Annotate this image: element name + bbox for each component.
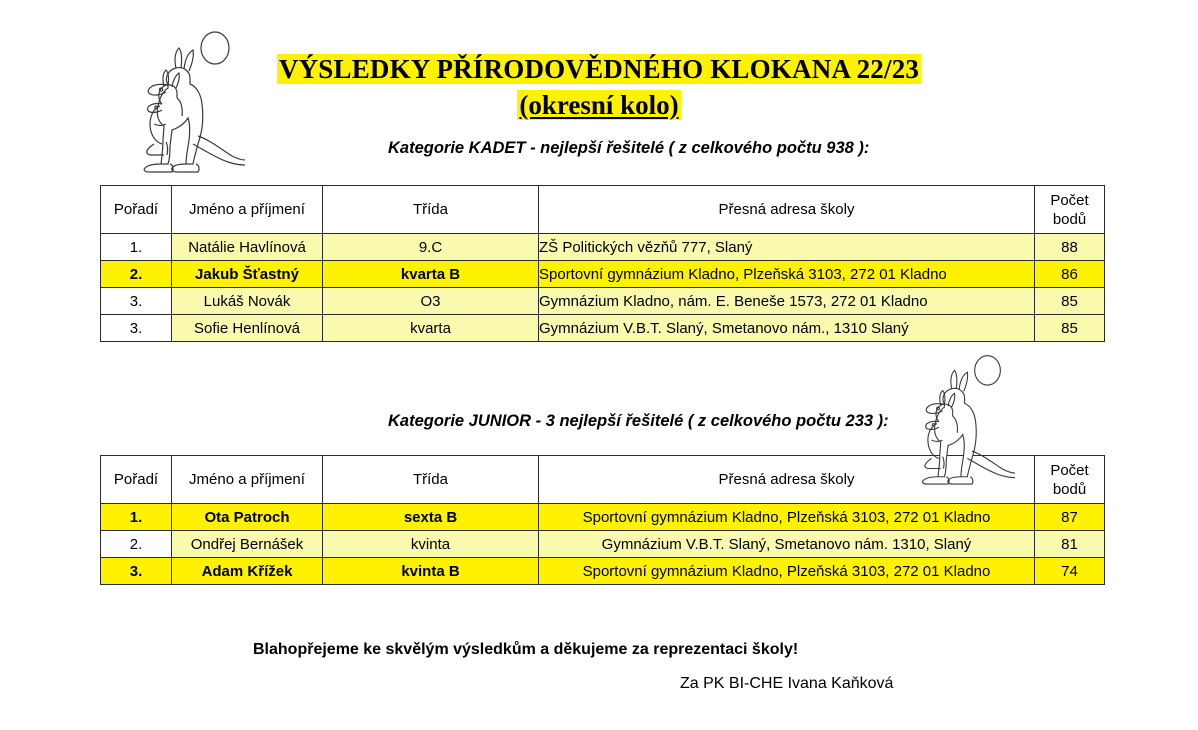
title-line-2 (0, 88, 1198, 122)
kangaroo-illustration (124, 28, 246, 173)
table-row (101, 558, 1105, 585)
cell-rank: 2. (101, 531, 172, 558)
cell-rank: 3. (101, 558, 172, 585)
cell-points: 86 (1035, 261, 1105, 288)
cell-class: kvarta (323, 315, 539, 342)
cell-points: 88 (1035, 234, 1105, 261)
cell-class: kvinta B (323, 558, 539, 585)
cell-name: Jakub Šťastný (172, 261, 323, 288)
footer-signature: Za PK BI-CHE Ivana Kaňková (680, 675, 894, 692)
cell-points: 85 (1035, 315, 1105, 342)
points-header-line-2: bodů (1052, 210, 1087, 228)
table-row (101, 504, 1105, 531)
cell-address: ZŠ Politických vězňů 777, Slaný (539, 234, 1035, 261)
cell-points: 74 (1035, 558, 1105, 585)
column-header-class: Třída (323, 456, 539, 504)
results-table-junior (100, 455, 1105, 585)
column-header-rank: Pořadí (101, 186, 172, 234)
title-line-2-text: (okresní kolo) (519, 90, 679, 120)
points-header-line-1: Počet (1050, 461, 1089, 479)
cell-points: 81 (1035, 531, 1105, 558)
cell-address: Gymnázium V.B.T. Slaný, Smetanovo nám. 1310, Slaný (539, 531, 1035, 558)
section-caption-kadet: Kategorie KADET - nejlepší řešitelé ( z celkového počtu 938 ): (388, 139, 870, 157)
column-header-rank: Pořadí (101, 456, 172, 504)
table-header-row (101, 186, 1105, 234)
cell-rank: 2. (101, 261, 172, 288)
cell-name: Adam Křížek (172, 558, 323, 585)
cell-class: kvarta B (323, 261, 539, 288)
ball-shape (975, 356, 1001, 385)
table-row (101, 531, 1105, 558)
column-header-points (1035, 456, 1105, 504)
cell-rank: 1. (101, 504, 172, 531)
cell-address: Gymnázium V.B.T. Slaný, Smetanovo nám., 1310 Slaný (539, 315, 1035, 342)
cell-rank: 3. (101, 288, 172, 315)
footer-congratulations: Blahopřejeme ke skvělým výsledkům a děkujeme za reprezentaci školy! (253, 641, 799, 658)
cell-rank: 1. (101, 234, 172, 261)
cell-name: Natálie Havlínová (172, 234, 323, 261)
page-title (0, 52, 1198, 122)
cell-address: Sportovní gymnázium Kladno, Plzeňská 3103, 272 01 Kladno (539, 261, 1035, 288)
cell-class: sexta B (323, 504, 539, 531)
title-line-1 (277, 52, 921, 86)
cell-name: Ota Patroch (172, 504, 323, 531)
cell-address: Gymnázium Kladno, nám. E. Beneše 1573, 272 01 Kladno (539, 288, 1035, 315)
column-header-address: Přesná adresa školy (539, 456, 1035, 504)
points-header-line-1: Počet (1050, 191, 1089, 209)
cell-name: Lukáš Novák (172, 288, 323, 315)
table-row (101, 261, 1105, 288)
cell-address: Sportovní gymnázium Kladno, Plzeňská 3103, 272 01 Kladno (539, 504, 1035, 531)
cell-points: 87 (1035, 504, 1105, 531)
column-header-points (1035, 186, 1105, 234)
cell-points: 85 (1035, 288, 1105, 315)
table-row (101, 234, 1105, 261)
column-header-address: Přesná adresa školy (539, 186, 1035, 234)
table-header-row (101, 456, 1105, 504)
table-row (101, 288, 1105, 315)
cell-rank: 3. (101, 315, 172, 342)
column-header-class: Třída (323, 186, 539, 234)
results-table-kadet (100, 185, 1105, 342)
column-header-name: Jméno a příjmení (172, 186, 323, 234)
cell-class: 9.C (323, 234, 539, 261)
ball-shape (201, 32, 229, 64)
cell-address: Sportovní gymnázium Kladno, Plzeňská 3103, 272 01 Kladno (539, 558, 1035, 585)
column-header-name: Jméno a příjmení (172, 456, 323, 504)
table-row (101, 315, 1105, 342)
cell-name: Ondřej Bernášek (172, 531, 323, 558)
title-line-1-text: VÝSLEDKY PŘÍRODOVĚDNÉHO KLOKANA 22/23 (278, 54, 920, 84)
cell-class: kvinta (323, 531, 539, 558)
section-caption-junior: Kategorie JUNIOR - 3 nejlepší řešitelé ( z celkového počtu 233 ): (388, 412, 889, 430)
cell-name: Sofie Henlínová (172, 315, 323, 342)
points-header-line-2: bodů (1052, 480, 1087, 498)
cell-class: O3 (323, 288, 539, 315)
